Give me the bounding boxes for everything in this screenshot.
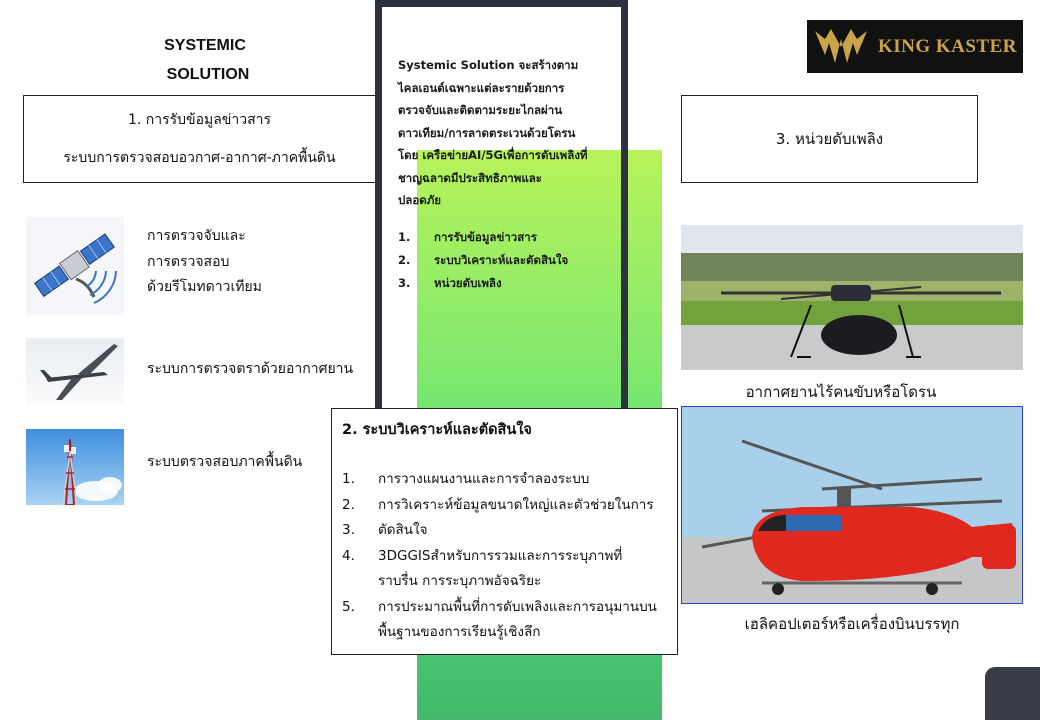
list-text: หน่วยดับเพลิง <box>434 275 502 290</box>
fire-unit-box <box>681 95 978 183</box>
info-receiving-box <box>23 95 376 183</box>
title-line-1: SYSTEMIC <box>164 37 246 54</box>
logo-wordmark: KING KASTER <box>877 35 1017 57</box>
satellite-caption <box>147 224 262 301</box>
center-line-5: ชาญฉลาดมีประสิทธิภาพและ <box>398 170 542 185</box>
list-num: 4. <box>342 547 355 564</box>
tower-image <box>26 429 124 505</box>
list-num: 1. <box>342 471 355 487</box>
list-item <box>342 518 672 544</box>
drone-icon <box>681 225 1023 370</box>
center-summary-panel <box>375 0 628 420</box>
list-item <box>398 272 628 295</box>
list-num: 2. <box>342 496 355 513</box>
center-list <box>398 226 628 295</box>
drone-photo <box>681 225 1023 370</box>
list-text-line-1: 3DGGISสำหรับการรวมและการระบุภาพที่ <box>378 547 623 564</box>
center-line-4: โดย เครือข่ายAI/5Gเพื่อการดับเพลิงที่ <box>398 148 588 162</box>
list-text: การรับข้อมูลข่าวสาร <box>434 229 537 244</box>
list-text-line-2: พื้นฐานของการเรียนรู้เชิงลึก <box>378 624 541 640</box>
satellite-caption-line-3: ด้วยรีโมทดาวเทียม <box>147 279 262 295</box>
list-item <box>398 226 628 249</box>
slide-corner-decoration <box>985 667 1040 720</box>
helicopter-icon <box>682 407 1022 603</box>
list-text: การวางแผนงานและการจำลองระบบ <box>378 471 590 487</box>
list-item <box>342 467 672 493</box>
center-description <box>398 54 628 295</box>
list-text: การวิเคราะห์ข้อมูลขนาดใหญ่และตัวช่วยในการ <box>378 496 654 513</box>
satellite-icon <box>26 217 124 315</box>
satellite-caption-line-1: การตรวจจับและ <box>147 228 246 244</box>
list-text-line-2: ราบรื่น การระบุภาพอัจฉริยะ <box>378 573 542 589</box>
list-text <box>378 544 622 595</box>
list-num: 2. <box>398 252 411 267</box>
list-num: 1. <box>398 229 411 244</box>
drone-caption: อากาศยานไร้คนขับหรือโดรน <box>745 383 937 401</box>
list-num: 3. <box>398 275 411 290</box>
list-item <box>398 249 628 272</box>
list-text: ตัดสินใจ <box>378 522 428 538</box>
king-kaster-logo <box>807 20 1023 73</box>
center-line-1: ไคลเอนต์เฉพาะแต่ละรายด้วยการ <box>398 80 565 95</box>
center-line-6: ปลอดภัย <box>398 193 442 207</box>
aircraft-icon <box>26 338 124 405</box>
satellite-image <box>26 217 124 315</box>
list-item <box>342 595 672 646</box>
list-text: ระบบวิเคราะห์และตัดสินใจ <box>434 252 569 267</box>
list-text-line-1: การประมาณพื้นที่การดับเพลิงและการอนุมานบน <box>378 598 657 615</box>
helicopter-photo <box>681 406 1023 604</box>
title-line-2: SOLUTION <box>166 66 250 83</box>
aircraft-caption: ระบบการตรวจตราด้วยอากาศยาน <box>147 361 354 377</box>
box1-subtitle: ระบบการตรวจสอบอวกาศ-อากาศ-ภาคพื้นดิน <box>63 150 336 166</box>
box2-title: 2. ระบบวิเคราะห์และตัดสินใจ <box>342 422 532 438</box>
crown-k-logo-icon <box>813 25 869 67</box>
list-num: 3. <box>342 522 355 538</box>
list-item <box>342 544 672 595</box>
center-line-0-text: จะสร้างตาม <box>518 58 579 72</box>
satellite-caption-line-2: การตรวจสอบ <box>147 253 230 270</box>
analysis-decision-box <box>331 408 678 655</box>
box2-list <box>342 467 672 646</box>
box3-title: 3. หน่วยดับเพลิง <box>775 130 884 148</box>
page-title-2 <box>150 61 260 89</box>
list-num: 5. <box>342 598 355 615</box>
ground-caption: ระบบตรวจสอบภาคพื้นดิน <box>147 454 303 470</box>
box1-title: 1. การรับข้อมูลข่าวสาร <box>127 112 272 128</box>
list-item <box>342 493 672 519</box>
page-title <box>150 32 260 60</box>
helicopter-caption: เฮลิคอปเตอร์หรือเครื่องบินบรรทุก <box>744 615 960 633</box>
brand-name: Systemic Solution <box>398 58 515 72</box>
center-line-2: ตรวจจับและติดตามระยะไกลผ่าน <box>398 103 563 117</box>
tower-icon <box>26 429 124 505</box>
list-text <box>378 595 657 646</box>
center-line-0 <box>398 54 628 77</box>
center-line-3: ดาวเทียม/การลาดตระเวนด้วยโดรน <box>398 125 576 140</box>
aircraft-image <box>26 338 124 405</box>
